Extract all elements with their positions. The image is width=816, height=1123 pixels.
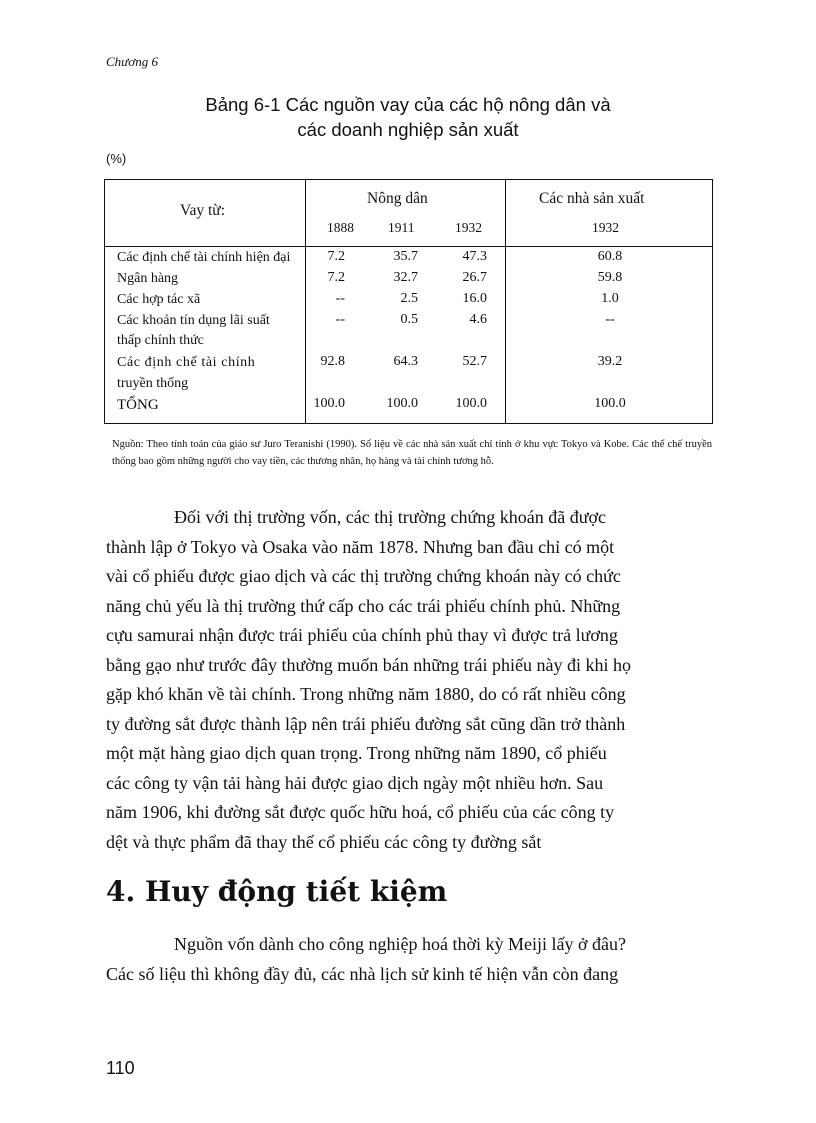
row-label-continued: truyền thống bbox=[117, 376, 189, 391]
paragraph-line: năm 1906, khi đường sắt được quốc hữu hoá, cổ phiếu của các công ty bbox=[106, 802, 615, 822]
paragraph-line: gặp khó khăn về tài chính. Trong những năm 1880, do có rất nhiều công bbox=[106, 684, 626, 704]
row-label-continued: thấp chính thức bbox=[117, 333, 204, 348]
cell-value: 100.0 bbox=[386, 396, 418, 411]
cell-value: 4.6 bbox=[469, 312, 487, 327]
cell-value: 92.8 bbox=[320, 354, 345, 369]
header-divider bbox=[105, 246, 712, 247]
cell-value: 0.5 bbox=[400, 312, 418, 327]
paragraph-savings bbox=[106, 930, 714, 989]
cell-value: 100.0 bbox=[594, 396, 626, 411]
running-header: Chương 6 bbox=[106, 54, 158, 69]
cell-value: 32.7 bbox=[393, 270, 418, 285]
column-divider bbox=[505, 180, 506, 423]
cell-value: 39.2 bbox=[597, 354, 623, 369]
table-title-line-1: Bảng 6-1 Các nguồn vay của các hộ nông dân và bbox=[205, 94, 611, 115]
cell-value: 7.2 bbox=[327, 270, 345, 285]
cell-value: 100.0 bbox=[455, 396, 487, 411]
page-number: 110 bbox=[106, 1058, 135, 1078]
paragraph-line: các công ty vận tải hàng hải được giao dịch ngày một nhiều hơn. Sau bbox=[106, 772, 604, 793]
table-title bbox=[0, 92, 816, 142]
cell-value: 60.8 bbox=[597, 249, 623, 264]
paragraph-line: dệt và thực phẩm đã thay thế cổ phiếu các công ty đường sắt bbox=[106, 831, 542, 852]
table-title-line-2: các doanh nghiệp sản xuất bbox=[297, 119, 519, 140]
paragraph-line: cựu samurai nhận được trái phiếu của chính phủ thay vì được trả lương bbox=[106, 625, 618, 645]
row-label: Ngân hàng bbox=[117, 271, 179, 286]
year-header: 1888 bbox=[327, 220, 354, 235]
group-header-farmers: Nông dân bbox=[367, 190, 428, 207]
cell-value: 7.2 bbox=[327, 249, 345, 264]
cell-value: 52.7 bbox=[462, 354, 487, 369]
section-heading: 4. Huy động tiết kiệm bbox=[106, 875, 448, 908]
row-label: Các hợp tác xã bbox=[117, 292, 201, 307]
row-label: Các định chế tài chính bbox=[117, 355, 256, 370]
row-label-total: TỔNG bbox=[117, 397, 159, 413]
cell-value: -- bbox=[335, 312, 345, 327]
year-header: 1911 bbox=[388, 220, 415, 235]
cell-value: 35.7 bbox=[393, 249, 418, 264]
cell-value: 16.0 bbox=[462, 291, 487, 306]
paragraph-line: vài cổ phiếu được giao dịch và các thị trường chứng khoán này có chức bbox=[106, 566, 621, 586]
paragraph-line: năng chủ yếu là thị trường thứ cấp cho các trái phiếu chính phủ. Những bbox=[106, 595, 621, 616]
paragraph-line: một mặt hàng giao dịch quan trọng. Trong những năm 1890, cổ phiếu bbox=[106, 743, 607, 763]
cell-value: 59.8 bbox=[597, 270, 623, 285]
paragraph-capital-markets bbox=[106, 503, 714, 857]
cell-value: 100.0 bbox=[313, 396, 345, 411]
paragraph-line: ty đường sắt được thành lập nên trái phiếu đường sắt cũng dần trở thành bbox=[106, 713, 626, 734]
cell-value: 26.7 bbox=[462, 270, 487, 285]
cell-value: 64.3 bbox=[393, 354, 418, 369]
year-header: 1932 bbox=[592, 220, 619, 235]
row-label: Các khoản tín dụng lãi suất bbox=[117, 313, 270, 328]
loan-sources-table bbox=[104, 179, 713, 424]
table-unit: (%) bbox=[106, 151, 127, 166]
paragraph-line: Đối với thị trường vốn, các thị trường chứng khoán đã được bbox=[174, 507, 607, 527]
cell-value: 47.3 bbox=[462, 249, 487, 264]
cell-value: 1.0 bbox=[601, 291, 619, 306]
group-header-producers: Các nhà sản xuất bbox=[539, 190, 645, 207]
paragraph-line: thành lập ở Tokyo và Osaka vào năm 1878. Nhưng ban đầu chỉ có một bbox=[106, 536, 615, 557]
cell-value: 2.5 bbox=[400, 291, 418, 306]
row-header-label: Vay từ: bbox=[180, 202, 225, 219]
paragraph-line: Nguồn vốn dành cho công nghiệp hoá thời kỳ Meiji lấy ở đâu? bbox=[174, 934, 626, 954]
paragraph-line: Các số liệu thì không đầy đủ, các nhà lịch sử kinh tế hiện vẫn còn đang bbox=[106, 963, 619, 984]
table-source-note: Nguồn: Theo tính toán của giáo sư Juro Teranishi (1990). Số liệu về các nhà sản xuất chỉ tính ở khu vực Tokyo và Kobe. Các thể chế truyền thống bao gồm những người cho vay tiền, các thương nhân, họ hàng và tài chính tương hỗ. bbox=[112, 439, 712, 467]
cell-value: -- bbox=[605, 312, 615, 327]
row-label: Các định chế tài chính hiện đại bbox=[117, 250, 291, 265]
paragraph-line: bằng gạo như trước đây thường muốn bán những trái phiếu này đi khi họ bbox=[106, 654, 631, 675]
year-header: 1932 bbox=[455, 220, 482, 235]
cell-value: -- bbox=[335, 291, 345, 306]
